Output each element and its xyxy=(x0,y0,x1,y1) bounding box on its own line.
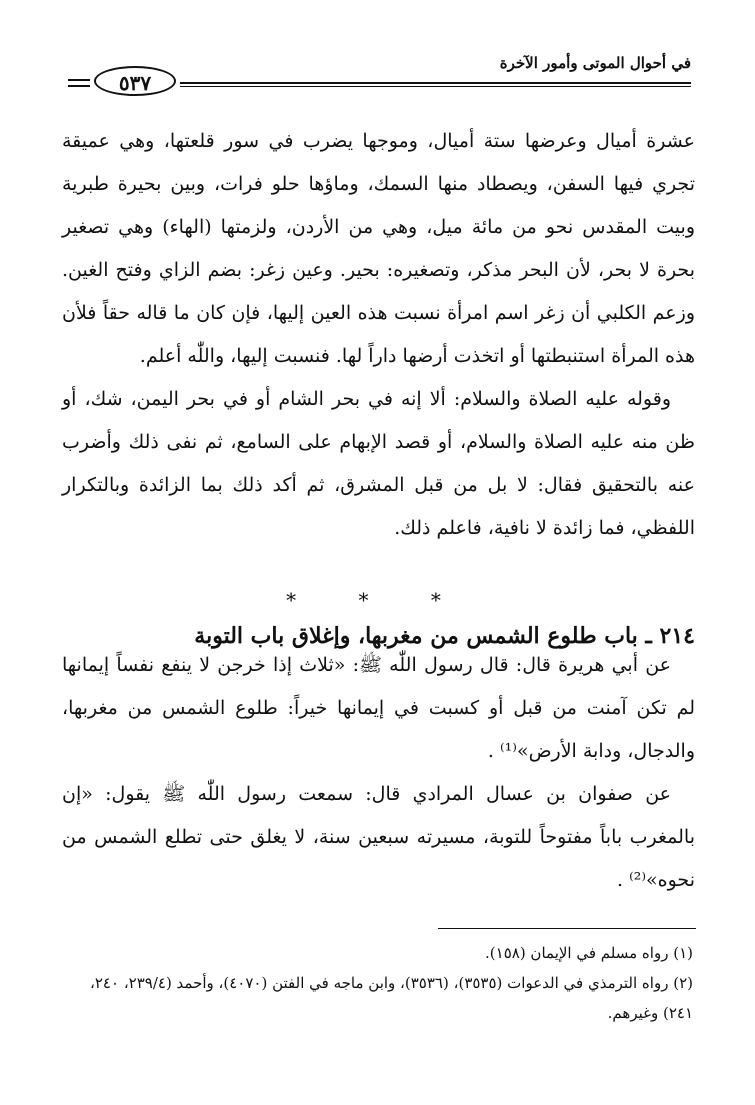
footnote: (١) رواه مسلم في الإيمان (١٥٨). xyxy=(485,944,693,962)
page-number-ornament xyxy=(68,64,188,100)
footnote: (٢) رواه الترمذي في الدعوات (٣٥٣٥)، (٣٥٣٦)، وابن ماجه في الفتن (٤٠٧٠)، وأحمد (٢٣٩/٤، ٢٤٠، ٢٤١) وغيرهم. xyxy=(90,974,693,1022)
paragraph: وقوله عليه الصلاة والسلام: ألا إنه في بحر الشام أو في بحر اليمن، شك، أو ظن منه عليه الصلاة والسلام، أو قصد الإبهام على السامع، ثم نفى ذلك وأضرب عنه بالتحقيق فقال: لا بل من قبل المشرق، ثم أكد ذلك بما الزائدة وبالتكرار اللفظي، فما زائدة لا نافية، فاعلم ذلك. xyxy=(62,388,695,539)
paragraph: عشرة أميال وعرضها ستة أميال، وموجها يضرب في سور قلعتها، وهي عميقة تجري فيها السفن، ويصطاد منها السمك، وماؤها حلو فرات، وبين بحيرة طبرية وبيت المقدس نحو من مائة ميل، وهي من الأردن، ولزمتها (الهاء) وهي تصغير بحرة لا بحر، لأن البحر مذكر، وتصغيره: بحير. وعين زغر: بضم الزاي وفتح الغين. وزعم الكلبي أن زغر اسم امرأة نسبت هذه العين إليها، فإن كان ما قاله حقاً فلأن هذه المرأة استنبطتها أو اتخذت أرضها داراً لها. فنسبت إليها، واللّٰه أعلم. xyxy=(62,130,695,367)
page-number-dash xyxy=(68,79,90,81)
hadith-section xyxy=(62,644,695,902)
footnotes xyxy=(65,938,693,1028)
hadith-paragraph: عن صفوان بن عسال المرادي قال: سمعت رسول اللّٰه ﷺ يقول: «إن بالمغرب باباً مفتوحاً للتوبة، مسيرته سبعين سنة، لا يغلق حتى تطلع الشمس من نحوه»⁽²⁾ . xyxy=(62,783,695,891)
footnote-separator xyxy=(438,928,696,929)
chapter-heading: ٢١٤ ـ باب طلوع الشمس من مغربها، وإغلاق باب التوبة xyxy=(194,623,695,649)
hadith-paragraph: عن أبي هريرة قال: قال رسول اللّٰه ﷺ: «ثلاث إذا خرجن لا ينفع نفساً إيمانها لم تكن آمنت من قبل أو كسبت في إيمانها خيراً: طلوع الشمس من مغربها، والدجال، ودابة الأرض»⁽¹⁾ . xyxy=(62,654,695,762)
section-divider: * * * xyxy=(286,588,469,612)
page-number: ٥٣٧ xyxy=(94,66,176,96)
body-text xyxy=(62,120,695,550)
page-number-dash xyxy=(68,85,90,87)
header-rule-thin xyxy=(180,86,691,87)
header-rule xyxy=(180,82,691,84)
running-title: في أحوال الموتى وأمور الآخرة xyxy=(499,54,691,72)
running-header xyxy=(68,44,691,104)
